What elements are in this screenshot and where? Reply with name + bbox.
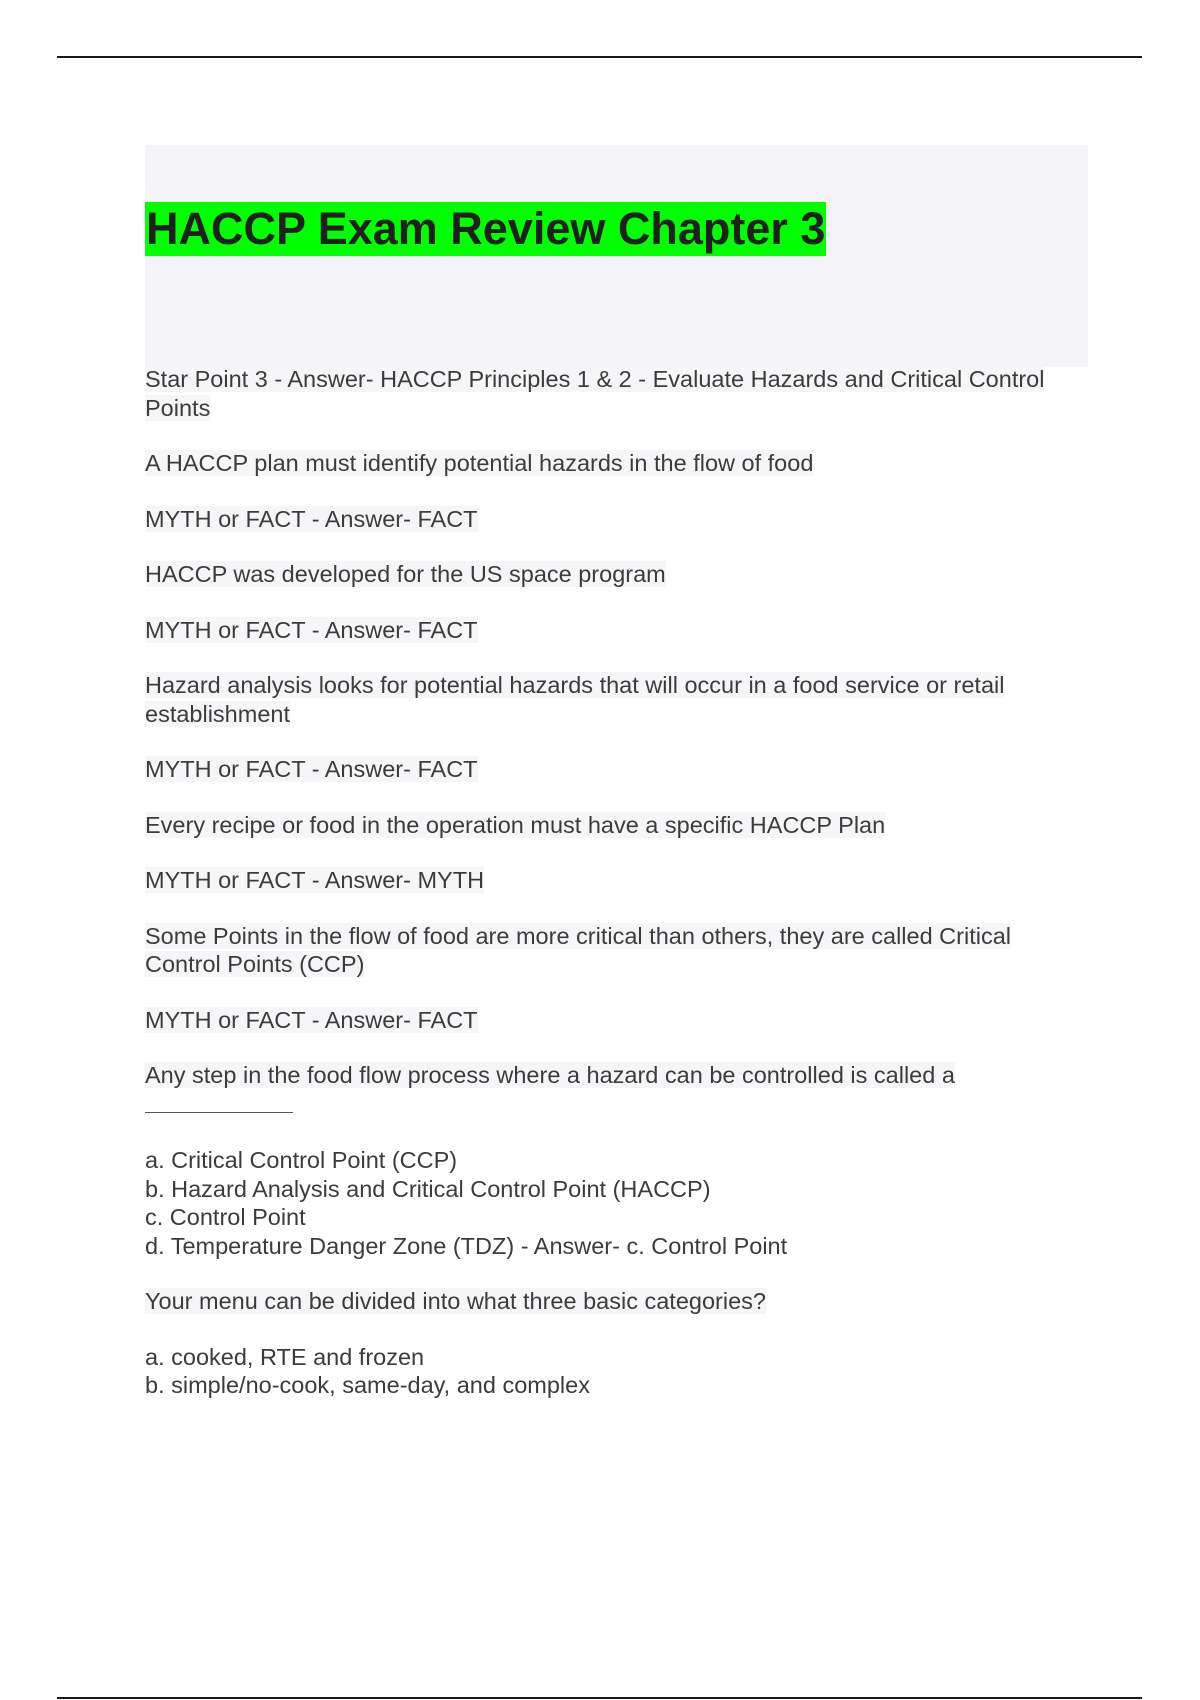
question-every-recipe xyxy=(145,811,1090,840)
options-list-2 xyxy=(145,1343,1090,1400)
entry-text: MYTH or FACT - Answer- FACT xyxy=(145,756,478,782)
entry-text: HACCP was developed for the US space program xyxy=(145,561,666,587)
entry-text: Star Point 3 - Answer- HACCP Principles 1 & 2 - Evaluate Hazards and Critical Control Points xyxy=(145,366,1045,421)
question-hazard-analysis xyxy=(145,671,1090,728)
question-control-step xyxy=(145,1061,1090,1119)
option-c: c. Control Point xyxy=(145,1204,306,1230)
option-a: a. cooked, RTE and frozen xyxy=(145,1343,425,1370)
question-menu-categories xyxy=(145,1287,1090,1316)
answer-5 xyxy=(145,1006,1090,1035)
entry-text: Hazard analysis looks for potential hazards that will occur in a food service or retail establishment xyxy=(145,672,1005,727)
fill-in-blank xyxy=(145,1090,1090,1120)
answer-1 xyxy=(145,505,1090,534)
entry-text: Your menu can be divided into what three basic categories? xyxy=(145,1288,766,1314)
option-b: b. Hazard Analysis and Critical Control Point (HACCP) xyxy=(145,1175,711,1202)
document-body xyxy=(145,365,1090,1427)
title-banner xyxy=(145,145,1088,367)
options-list-1 xyxy=(145,1146,1090,1260)
blank-underline xyxy=(145,1090,293,1113)
question-space-program xyxy=(145,560,1090,589)
answer-4 xyxy=(145,866,1090,895)
entry-text: MYTH or FACT - Answer- FACT xyxy=(145,616,478,643)
qa-star-point xyxy=(145,365,1090,422)
option-b: b. simple/no-cook, same-day, and complex xyxy=(145,1372,590,1398)
entry-text: Every recipe or food in the operation must have a specific HACCP Plan xyxy=(145,811,886,838)
bottom-rule xyxy=(57,1697,1142,1699)
entry-text: Some Points in the flow of food are more critical than others, they are called Critical Control Points (CCP) xyxy=(145,922,1011,977)
entry-text: MYTH or FACT - Answer- FACT xyxy=(145,1006,478,1033)
answer-2 xyxy=(145,616,1090,645)
top-rule xyxy=(57,56,1142,58)
option-d: d. Temperature Danger Zone (TDZ) - Answer- c. Control Point xyxy=(145,1232,788,1259)
entry-text: A HACCP plan must identify potential hazards in the flow of food xyxy=(145,450,814,476)
entry-text: Any step in the food flow process where a hazard can be controlled is called a xyxy=(145,1062,955,1088)
question-critical-points xyxy=(145,922,1090,979)
option-a: a. Critical Control Point (CCP) xyxy=(145,1147,458,1173)
document-title: HACCP Exam Review Chapter 3 xyxy=(146,203,826,254)
entry-text: MYTH or FACT - Answer- MYTH xyxy=(145,867,485,893)
answer-3 xyxy=(145,755,1090,784)
question-identify-hazards xyxy=(145,449,1090,478)
entry-text: MYTH or FACT - Answer- FACT xyxy=(145,505,478,532)
